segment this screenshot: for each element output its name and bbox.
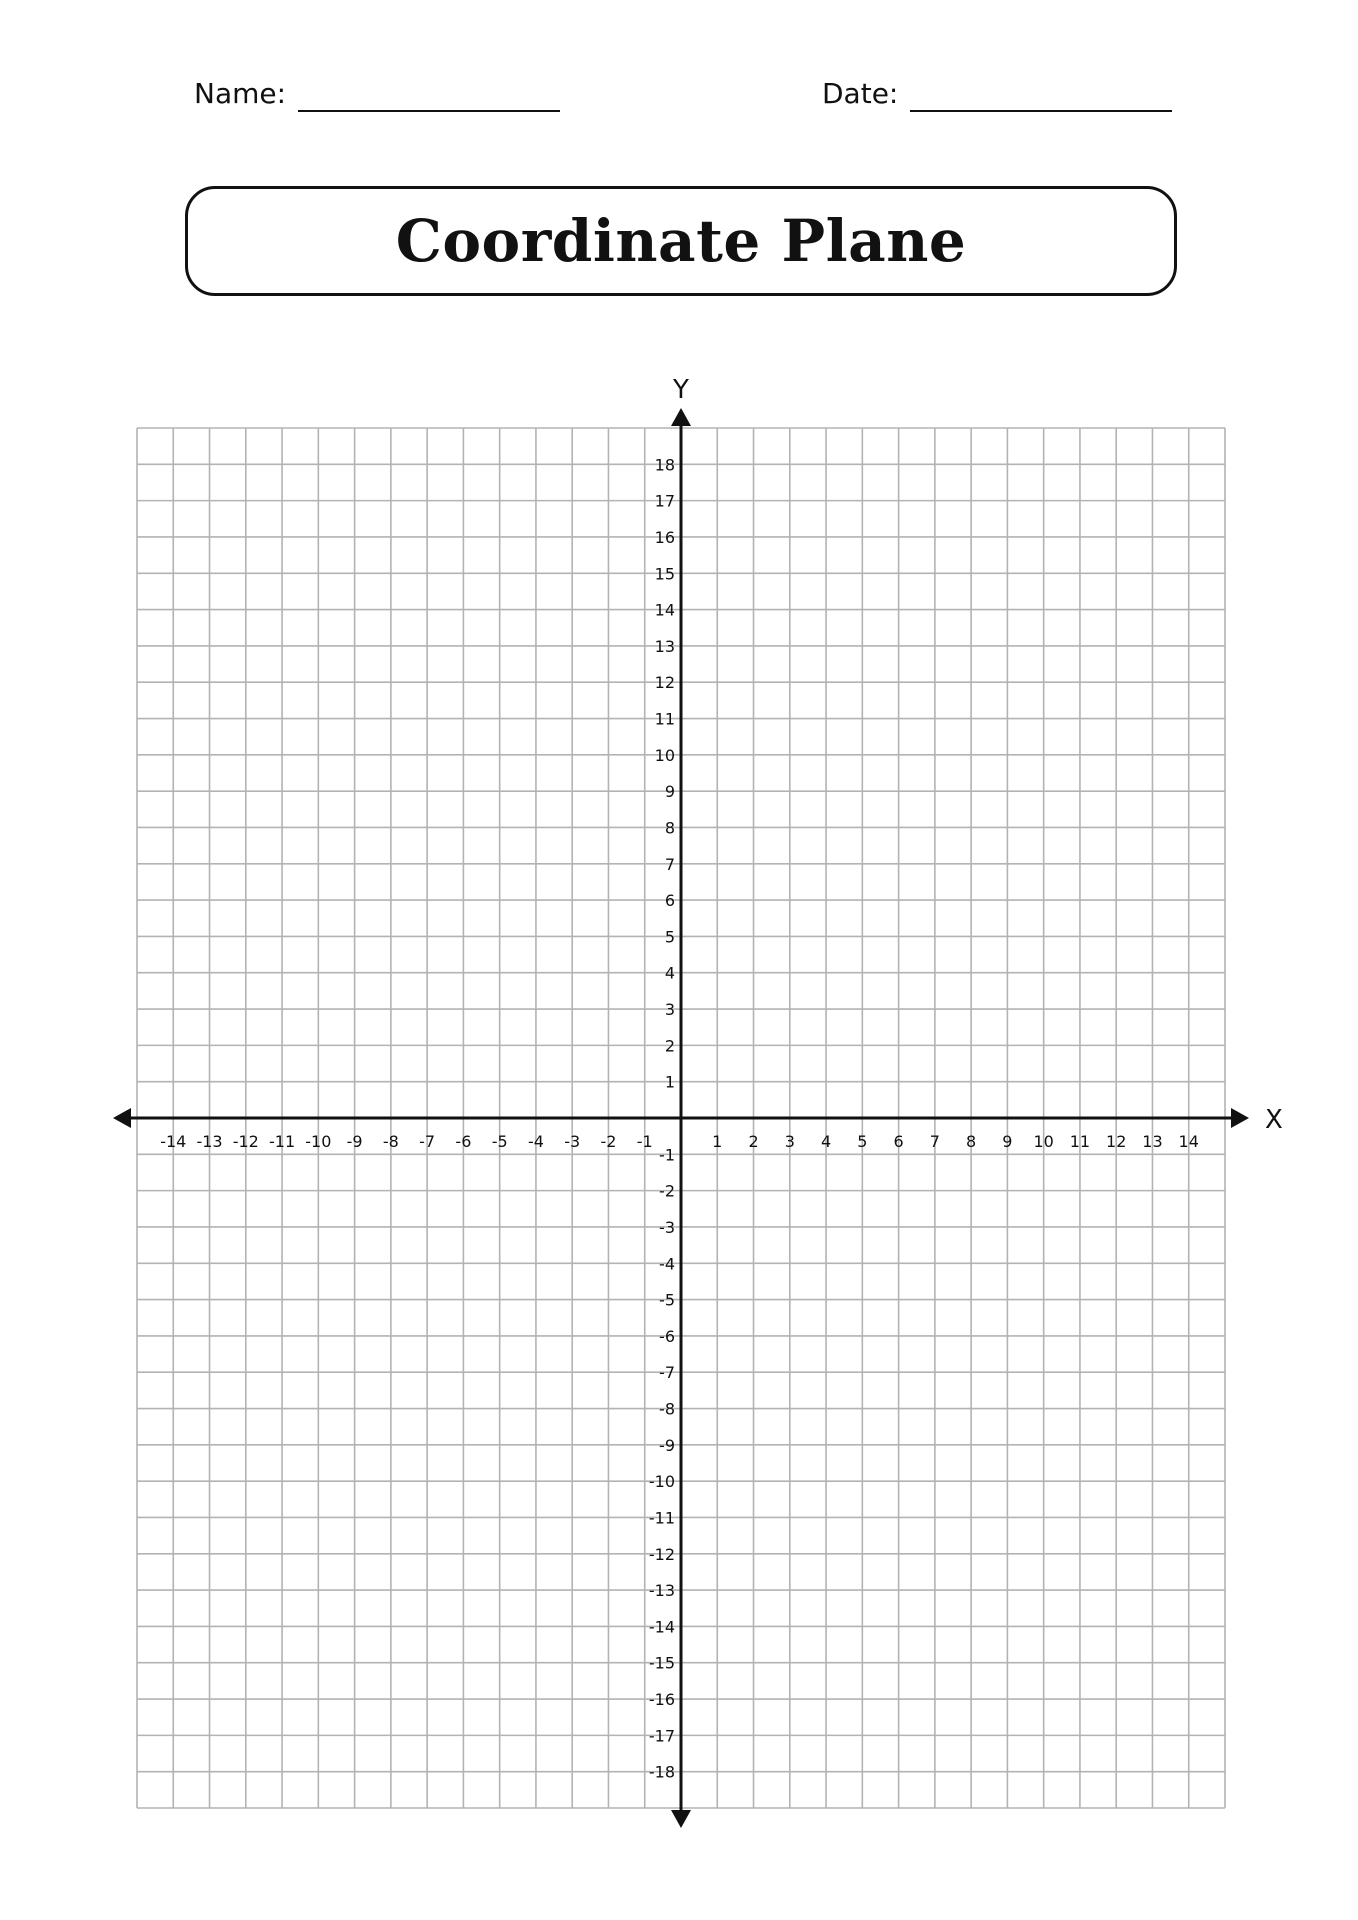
y-tick-label: 1 bbox=[664, 1072, 675, 1092]
y-tick-label: 17 bbox=[654, 491, 675, 511]
x-tick-label: -11 bbox=[268, 1132, 296, 1151]
date-field[interactable] bbox=[822, 72, 1172, 112]
x-tick-label: 1 bbox=[712, 1132, 723, 1151]
x-tick-label: 9 bbox=[1002, 1132, 1013, 1151]
y-tick-label: 8 bbox=[664, 818, 675, 838]
y-tick-label: -17 bbox=[648, 1726, 675, 1746]
x-tick-label: 11 bbox=[1069, 1132, 1091, 1151]
x-tick-label: 14 bbox=[1178, 1132, 1199, 1151]
x-tick-label: -5 bbox=[491, 1132, 508, 1151]
x-tick-label: 13 bbox=[1142, 1132, 1163, 1151]
y-tick-label: 4 bbox=[664, 963, 675, 983]
name-field[interactable] bbox=[194, 72, 560, 112]
y-tick-label: -13 bbox=[648, 1581, 675, 1601]
x-tick-label: 4 bbox=[820, 1132, 832, 1151]
x-tick-label: -9 bbox=[346, 1132, 363, 1151]
y-tick-label: -3 bbox=[659, 1217, 675, 1237]
x-tick-label: 12 bbox=[1106, 1132, 1127, 1151]
page-title: Coordinate Plane bbox=[395, 207, 967, 275]
y-tick-label: -18 bbox=[648, 1762, 675, 1782]
y-tick-label: 5 bbox=[664, 927, 675, 947]
y-tick-label: 15 bbox=[654, 564, 675, 584]
tick-labels bbox=[160, 375, 1283, 1782]
x-axis-left-arrow bbox=[113, 1108, 131, 1128]
y-tick-label: 11 bbox=[654, 709, 675, 729]
y-tick-label: 13 bbox=[654, 636, 675, 656]
y-tick-label: -15 bbox=[648, 1653, 675, 1673]
x-tick-label: 7 bbox=[929, 1132, 940, 1151]
title-box bbox=[185, 186, 1177, 296]
y-tick-label: 7 bbox=[664, 854, 675, 874]
y-tick-label: -10 bbox=[648, 1472, 675, 1492]
y-tick-label: -12 bbox=[648, 1544, 675, 1564]
y-tick-label: -5 bbox=[659, 1290, 675, 1310]
x-tick-label: 10 bbox=[1033, 1132, 1054, 1151]
x-tick-label: -6 bbox=[455, 1132, 472, 1151]
y-tick-label: 12 bbox=[654, 673, 675, 693]
y-tick-label: -6 bbox=[659, 1326, 675, 1346]
x-tick-label: -2 bbox=[600, 1132, 617, 1151]
y-tick-label: 10 bbox=[654, 745, 675, 765]
axes bbox=[113, 408, 1249, 1828]
y-tick-label: -14 bbox=[648, 1617, 675, 1637]
x-tick-label: 5 bbox=[857, 1132, 868, 1151]
x-tick-label: 3 bbox=[784, 1132, 795, 1151]
x-tick-label: -12 bbox=[232, 1132, 259, 1151]
y-tick-label: -8 bbox=[659, 1399, 675, 1419]
y-tick-label: -11 bbox=[648, 1508, 675, 1528]
y-tick-label: 14 bbox=[654, 600, 675, 620]
y-tick-label: 6 bbox=[664, 891, 675, 911]
x-tick-label: -10 bbox=[305, 1132, 332, 1151]
y-tick-label: 16 bbox=[654, 527, 675, 547]
x-tick-label: 2 bbox=[748, 1132, 759, 1151]
y-tick-label: -9 bbox=[659, 1435, 675, 1455]
y-axis-bottom-arrow bbox=[671, 1810, 691, 1828]
x-tick-label: -8 bbox=[382, 1132, 399, 1151]
y-tick-label: -1 bbox=[659, 1145, 675, 1165]
y-tick-label: 3 bbox=[664, 1000, 675, 1020]
y-tick-label: -16 bbox=[648, 1690, 675, 1710]
y-axis-top-arrow bbox=[671, 408, 691, 426]
y-tick-label: -4 bbox=[659, 1254, 675, 1274]
x-tick-label: -14 bbox=[160, 1132, 187, 1151]
name-label: Name: bbox=[194, 77, 287, 110]
x-tick-label: 8 bbox=[966, 1132, 977, 1151]
x-tick-label: -1 bbox=[636, 1132, 653, 1151]
x-axis-right-arrow bbox=[1231, 1108, 1249, 1128]
x-tick-label: -3 bbox=[564, 1132, 581, 1151]
y-tick-label: 9 bbox=[664, 782, 675, 802]
y-tick-label: -2 bbox=[659, 1181, 675, 1201]
y-tick-label: 2 bbox=[664, 1036, 675, 1056]
y-axis-label: Y bbox=[673, 375, 689, 405]
x-tick-label: -13 bbox=[196, 1132, 223, 1151]
date-label: Date: bbox=[822, 77, 899, 110]
x-tick-label: -4 bbox=[527, 1132, 544, 1151]
x-tick-label: -7 bbox=[419, 1132, 436, 1151]
y-tick-label: -7 bbox=[659, 1363, 675, 1383]
date-input-line[interactable] bbox=[910, 76, 1172, 112]
name-input-line[interactable] bbox=[298, 76, 560, 112]
y-tick-label: 18 bbox=[654, 455, 675, 475]
x-axis-label: X bbox=[1265, 1105, 1283, 1135]
grid-lines bbox=[137, 428, 1225, 1808]
x-tick-label: 6 bbox=[893, 1132, 904, 1151]
